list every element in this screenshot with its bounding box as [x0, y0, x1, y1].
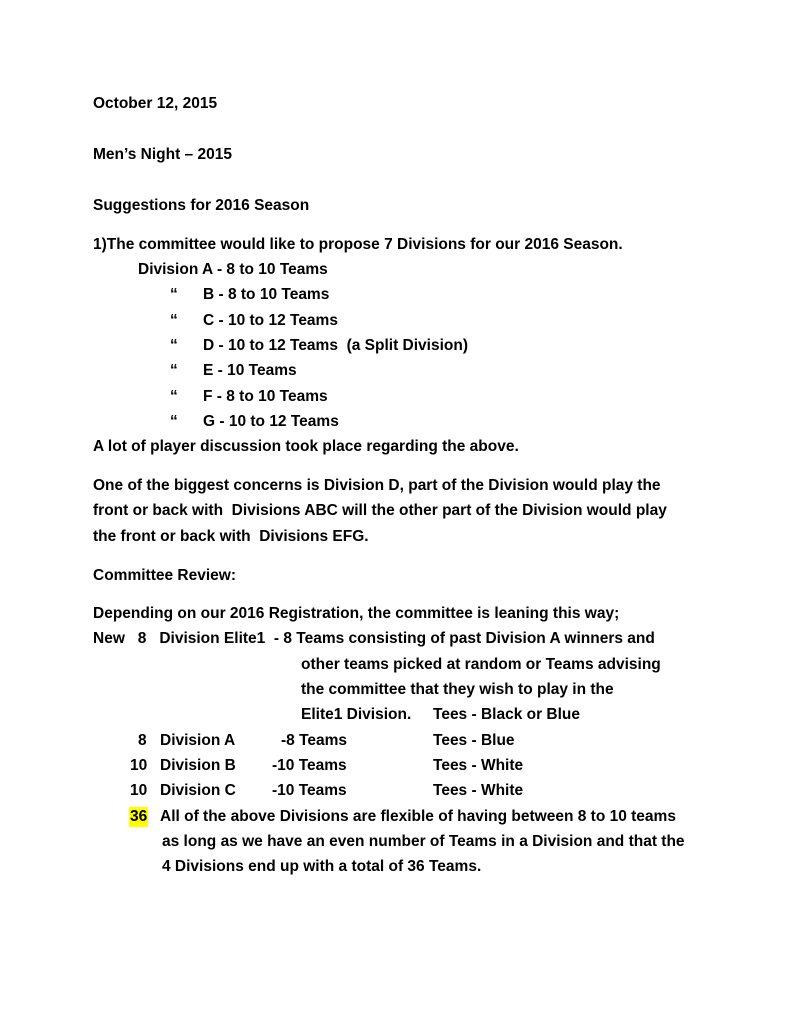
elite-division-line: New 8 Division Elite1 - 8 Teams consisting of past Division A winners and	[93, 630, 655, 647]
total-note-line: All of the above Divisions are flexible of having between 8 to 10 teams	[160, 808, 676, 825]
division-teams: -8 Teams	[281, 732, 348, 749]
subtitle: Suggestions for 2016 Season	[93, 197, 310, 214]
review-heading: Committee Review:	[93, 567, 236, 584]
list-item: F - 8 to 10 Teams	[203, 388, 328, 405]
list-item: G - 10 to 12 Teams	[203, 413, 339, 430]
discussion-note: A lot of player discussion took place regarding the above.	[93, 438, 519, 455]
elite-description-line: other teams picked at random or Teams advising	[301, 656, 661, 673]
ditto-mark: “	[170, 362, 178, 379]
total-count-highlight: 36	[130, 808, 148, 825]
concern-line: front or back with Divisions ABC will the other part of the Division would play	[93, 502, 667, 519]
page-title: Men’s Night – 2015	[93, 146, 232, 163]
ditto-mark: “	[170, 413, 178, 430]
ditto-mark: “	[170, 388, 178, 405]
elite-description-line: the committee that they wish to play in the	[301, 681, 614, 698]
list-item: D - 10 to 12 Teams (a Split Division)	[203, 337, 468, 354]
division-tees: Tees - White	[433, 782, 524, 799]
division-count: 8	[138, 732, 147, 749]
division-name: Division B	[160, 757, 236, 774]
elite-description-line: Elite1 Division.	[301, 706, 412, 723]
division-teams: -10 Teams	[272, 782, 347, 799]
leaning-line: Depending on our 2016 Registration, the committee is leaning this way;	[93, 605, 620, 622]
division-tees: Tees - Blue	[433, 732, 515, 749]
division-a-proposal: Division A - 8 to 10 Teams	[138, 261, 328, 278]
ditto-mark: “	[170, 337, 178, 354]
list-item: E - 10 Teams	[203, 362, 297, 379]
division-tees: Tees - White	[433, 757, 524, 774]
division-count: 10	[130, 782, 148, 799]
division-name: Division A	[160, 732, 236, 749]
division-count: 10	[130, 757, 148, 774]
elite-tees: Tees - Black or Blue	[433, 706, 581, 723]
ditto-mark: “	[170, 286, 178, 303]
division-name: Division C	[160, 782, 236, 799]
proposal-intro: 1)The committee would like to propose 7 Divisions for our 2016 Season.	[93, 236, 623, 253]
date-line: October 12, 2015	[93, 95, 218, 112]
ditto-mark: “	[170, 312, 178, 329]
list-item: C - 10 to 12 Teams	[203, 312, 338, 329]
list-item: B - 8 to 10 Teams	[203, 286, 330, 303]
total-note-line: as long as we have an even number of Teams in a Division and that the	[162, 833, 685, 850]
division-teams: -10 Teams	[272, 757, 347, 774]
total-note-line: 4 Divisions end up with a total of 36 Teams.	[162, 858, 482, 875]
concern-line: the front or back with Divisions EFG.	[93, 528, 369, 545]
concern-line: One of the biggest concerns is Division D, part of the Division would play the	[93, 477, 661, 494]
